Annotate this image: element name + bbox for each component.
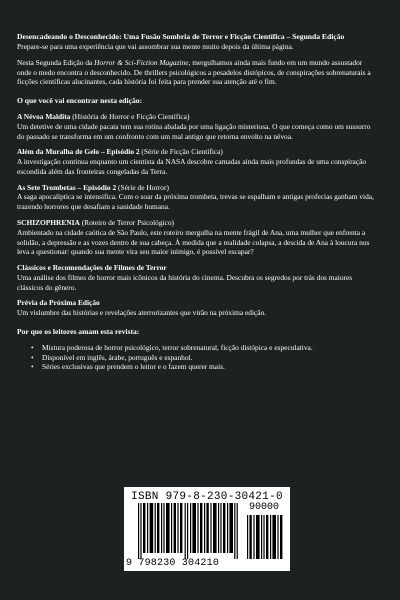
item-description: Um vislumbre das histórias e revelações aterrorizantes que virão na próxima edição. xyxy=(17,308,267,318)
list-item: • Séries exclusivas que prendem o leitor e o fazem querer mais. xyxy=(17,362,378,372)
magazine-name: Horror & Sci-Fiction Magazine xyxy=(94,57,189,67)
why-heading: Por que os leitores amam esta revista: xyxy=(17,326,140,336)
item-title xyxy=(17,263,378,273)
isbn-label: ISBN 979-8-230-30421-0 xyxy=(131,491,283,503)
item-description: Um detetive de uma cidade pacata tem sua rotina abalada por uma ligação misteriosa. O que começa como um sussurro do passado se transforma em um confronto com um mal antigo que retorna envolto na névoa. xyxy=(17,121,371,141)
item-title xyxy=(17,218,378,228)
item-title-text: SCHIZOPHRENIA xyxy=(17,217,80,227)
item-title xyxy=(17,183,378,193)
contents-heading: O que você vai encontrar nesta edição: xyxy=(17,96,143,106)
edition-text-pre: Nesta Segunda Edição da xyxy=(17,57,95,67)
edition-description xyxy=(17,58,378,87)
item-title xyxy=(17,298,378,308)
cover-title: Desencadeando o Desconhecido: Uma Fusão Sombria de Terror e Ficção Científica – Segunda Edição xyxy=(17,32,345,41)
item-tag: (Série de Ficção Científica) xyxy=(139,147,223,157)
intro-text: Prepare-se para uma experiência que vai assombrar sua mente muito depois da última página. xyxy=(17,42,294,52)
item-title-text: A Névoa Maldita xyxy=(17,112,71,122)
item-description: Ambientado na cidade caótica de São Paulo, este roteiro mergulha na mente frágil de Ana, uma mulher que enfrenta a solidão, a depressão e as vozes dentro de sua cabeça. À medida que a realidade colapsa, a descida de Ana à loucura nos leva a questionar: quando sua mente vira seu maior inimigo, é possível escapar? xyxy=(17,227,370,257)
isbn-barcode xyxy=(124,487,290,571)
ean-digits: 9 798230 304210 xyxy=(126,558,220,569)
item-title-text: As Sete Trombetas – Episódio 2 xyxy=(17,182,117,192)
edition-text-post: , mergulhamos ainda mais fundo em um mundo assustador onde o medo encontra o desconhecido. De thrillers psicológicos a pesadelos distópicos, de conspirações sobrenaturais a ficções científicas alucinantes, cada história foi feita para prender sua atenção até o fim. xyxy=(17,57,371,87)
item-tag: (História de Horror e Ficção Científica) xyxy=(70,112,190,122)
item-title xyxy=(17,112,378,122)
item-title-text: Clássicos e Recomendações de Filmes de Terror xyxy=(17,263,167,273)
reasons-list xyxy=(17,343,378,372)
item-description: Uma análise dos filmes de horror mais icônicos da história do cinema. Descubra os segredos por trás dos maiores clássicos do gênero. xyxy=(17,272,353,292)
item-title-text: Prévia da Próxima Edição xyxy=(17,298,100,308)
list-item: • Mistura poderosa de horror psicológico, terror sobrenatural, ficção distópica e especulativa. xyxy=(17,343,378,353)
contents-list xyxy=(17,112,378,318)
ean-barcode-bars xyxy=(132,503,242,559)
list-item: • Disponível em inglês, árabe, português e espanhol. xyxy=(17,353,378,363)
item-description: A investigação continua enquanto um cientista da NASA descobre camadas ainda mais profundas de uma conspiração escondida além das fronteiras congeladas da Terra. xyxy=(17,157,367,176)
item-title xyxy=(17,147,378,157)
item-tag: (Roteiro de Terror Psicológico) xyxy=(79,217,175,227)
addon-barcode-bars xyxy=(246,515,284,559)
item-description: A saga apocalíptica se intensifica. Com o soar da próxima trombeta, trevas se espalham e antigas profecias ganham vida, trazendo horrores que desafiam a sanidade humana. xyxy=(17,192,374,212)
item-tag: (Série de Horror) xyxy=(116,182,169,192)
addon-price: 90000 xyxy=(248,502,279,513)
item-title-text: Além da Muralha de Gelo – Episódio 2 xyxy=(17,147,140,157)
